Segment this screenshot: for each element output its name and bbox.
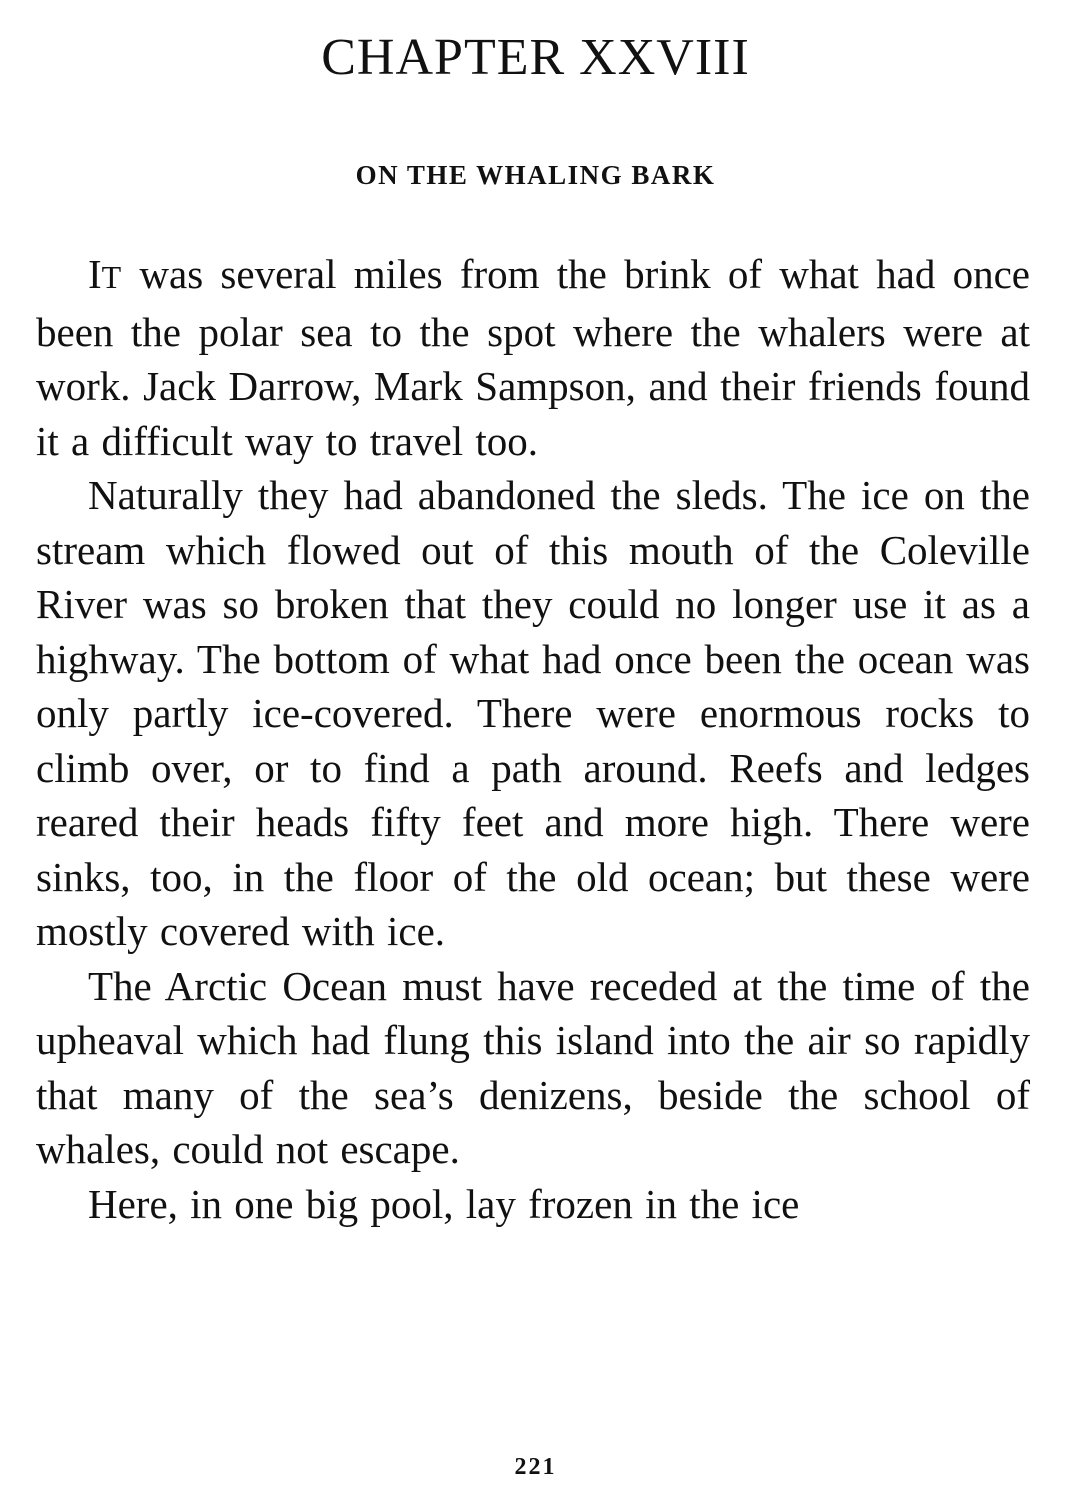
paragraph-4: Here, in one big pool, lay frozen in the ice	[88, 1180, 800, 1227]
paragraph-1	[36, 247, 1030, 468]
paragraph-2: Naturally they had abandoned the sleds. The ice on the stream which flowed out of this mouth of the Coleville River was so broken that they could no longer use it as a highway. The bottom of what had once been the ocean was only partly ice-covered. There were enormous rocks to climb over, or to find a path around. Reefs and ledges reared their heads fifty feet and more high. There were sinks, too, in the floor of the old ocean; but these were mostly covered with ice.	[36, 472, 1030, 954]
body-text	[36, 247, 1030, 1231]
chapter-title: CHAPTER XXVIII	[321, 29, 750, 86]
chapter-subtitle: ON THE WHALING BARK	[355, 160, 716, 190]
lead-initial: I	[88, 251, 102, 297]
paragraph-1-text: was several miles from the brink of what had once been the polar sea to the spot where the whalers were at work. Jack Darrow, Mark Sampson, and their friends found it a difficult way to travel too.	[36, 251, 1030, 464]
page-number: 221	[514, 1454, 557, 1480]
lead-smallcap: T	[101, 259, 123, 295]
paragraph-3: The Arctic Ocean must have receded at the time of the upheaval which had flung this island into the air so rapidly that many of the sea’s denizens, beside the school of whales, could not escape.	[36, 962, 1030, 1172]
